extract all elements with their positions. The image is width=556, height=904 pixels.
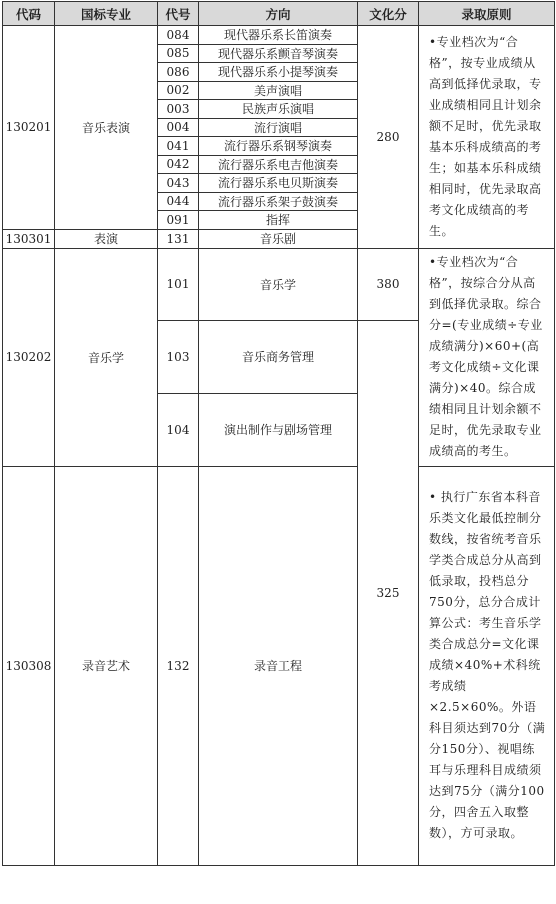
sub-code-cell: 085 [158,44,199,63]
direction-cell: 流行器乐系钢琴演奏 [199,137,358,156]
admission-principle-cell: •专业档次为“合格”，按综合分从高到低择优录取。综合分=(专业成绩÷专业成绩满分)×60+(高考文化成绩÷文化课满分)×40。综合成绩相同且计划余额不足时，优先录取专业成绩高的考生。 [419,248,555,466]
admission-principle-cell: • 执行广东省本科音乐类文化最低控制分数线，按省统考音乐学类合成总分从高到低录取，投档总分750分，总分合成计算公式：考生音乐学类合成总分=文化课成绩×40%+术科统考成绩×2.5×60%。外语科目须达到70分（满分150分）、视唱练耳与乐理科目成绩须达到75分（满分100分，四舍五入取整数），方可录取。 [419,466,555,865]
major-name-cell: 录音艺术 [55,466,158,865]
sub-code-cell: 002 [158,81,199,100]
table-row [3,26,555,45]
direction-cell: 流行器乐系电贝斯演奏 [199,174,358,193]
direction-cell: 音乐剧 [199,229,358,248]
sub-code-cell: 044 [158,192,199,211]
sub-code-cell: 091 [158,211,199,230]
sub-code-cell: 132 [158,466,199,865]
major-code-cell: 130201 [3,26,55,230]
table-row [3,466,555,865]
sub-code-cell: 042 [158,155,199,174]
header-sub-code: 代号 [158,2,199,26]
major-name-cell: 表演 [55,229,158,248]
header-major: 国标专业 [55,2,158,26]
culture-score-cell: 280 [358,26,419,249]
major-name-cell: 音乐学 [55,248,158,466]
direction-cell: 现代器乐系长笛演奏 [199,26,358,45]
direction-cell: 民族声乐演唱 [199,100,358,119]
sub-code-cell: 041 [158,137,199,156]
direction-cell: 指挥 [199,211,358,230]
direction-cell: 流行演唱 [199,118,358,137]
sub-code-cell: 084 [158,26,199,45]
admission-table [2,1,555,866]
sub-code-cell: 103 [158,320,199,393]
sub-code-cell: 043 [158,174,199,193]
sub-code-cell: 104 [158,393,199,466]
header-row [3,2,555,26]
major-name-cell: 音乐表演 [55,26,158,230]
direction-cell: 录音工程 [199,466,358,865]
sub-code-cell: 004 [158,118,199,137]
sub-code-cell: 101 [158,248,199,320]
sub-code-cell: 003 [158,100,199,119]
direction-cell: 美声演唱 [199,81,358,100]
table-row [3,248,555,320]
sub-code-cell: 086 [158,63,199,82]
header-code: 代码 [3,2,55,26]
admission-principle-cell: •专业档次为“合格”，按专业成绩从高到低择优录取，专业成绩相同且计划余额不足时，优先录取基本乐科成绩高的考生；如基本乐科成绩相同时，优先录取高考文化成绩高的考生。 [419,26,555,249]
direction-cell: 流行器乐系架子鼓演奏 [199,192,358,211]
direction-cell: 现代器乐系小提琴演奏 [199,63,358,82]
header-culture-score: 文化分 [358,2,419,26]
sub-code-cell: 131 [158,229,199,248]
direction-cell: 流行器乐系电吉他演奏 [199,155,358,174]
direction-cell: 音乐商务管理 [199,320,358,393]
header-principle: 录取原则 [419,2,555,26]
direction-cell: 音乐学 [199,248,358,320]
major-code-cell: 130202 [3,248,55,466]
culture-score-cell: 380 [358,248,419,320]
header-direction: 方向 [199,2,358,26]
direction-cell: 演出制作与剧场管理 [199,393,358,466]
direction-cell: 现代器乐系颤音琴演奏 [199,44,358,63]
culture-score-cell: 325 [358,320,419,865]
major-code-cell: 130308 [3,466,55,865]
major-code-cell: 130301 [3,229,55,248]
